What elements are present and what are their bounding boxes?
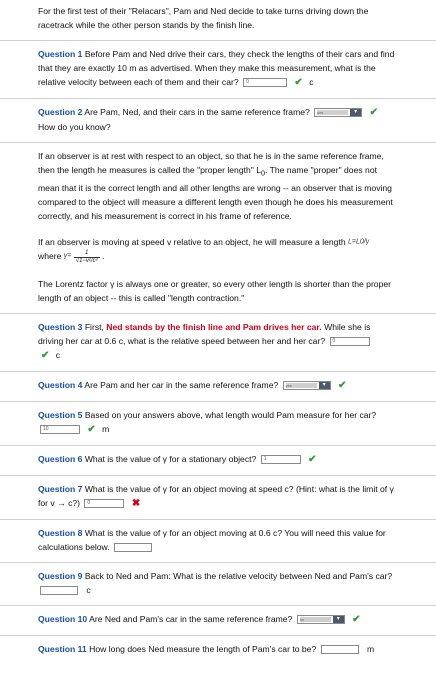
check-icon: ✔ — [41, 349, 50, 361]
question-5-unit: m — [102, 423, 110, 434]
chevron-down-icon: ▾ — [333, 616, 344, 623]
question-6-input[interactable]: 1 — [261, 455, 301, 464]
explanation-subscript: 0 — [261, 169, 265, 178]
question-7-block — [0, 475, 436, 519]
question-4-block — [0, 371, 436, 401]
question-11-input[interactable] — [321, 645, 359, 654]
question-3-block — [0, 313, 436, 371]
question-5-block — [0, 401, 436, 445]
explanation-paragraph-2 — [38, 235, 398, 265]
question-11-unit: m — [367, 643, 375, 654]
question-1-input[interactable]: 0 — [243, 78, 287, 87]
check-icon: ✔ — [369, 107, 378, 118]
question-2-text: Are Pam, Ned, and their cars in the same reference frame? — [84, 107, 310, 117]
question-10-select[interactable] — [297, 615, 345, 624]
question-3-label: Question 3 — [38, 321, 83, 332]
gamma-fraction — [74, 250, 100, 265]
question-3-text: While she is driving her car at 0.6 c, what is the relative speed between her and her car? — [38, 321, 371, 346]
check-icon: ✔ — [87, 423, 96, 435]
formula-tail: . — [101, 251, 105, 262]
question-10-text: Are Ned and Pam's car in the same reference frame? — [89, 613, 293, 624]
question-1-block — [0, 40, 436, 98]
question-8-label: Question 8 — [38, 527, 83, 538]
explanation-paragraph-3 — [38, 277, 398, 305]
question-9-label: Question 9 — [38, 570, 83, 581]
chevron-down-icon: ▾ — [350, 109, 361, 116]
check-icon: ✔ — [338, 379, 347, 391]
question-3-lead: First, — [84, 321, 104, 332]
where-label: where — [38, 251, 62, 262]
question-4-label: Question 4 — [38, 379, 83, 390]
length-formula: L=L0/γ — [348, 238, 370, 246]
question-9-input[interactable] — [40, 586, 78, 595]
question-10-label: Question 10 — [38, 613, 88, 624]
select-value: no — [300, 617, 331, 622]
question-9-text: Back to Ned and Pam: What is the relative velocity between Ned and Pam's car? — [84, 570, 393, 581]
check-icon: ✔ — [308, 453, 317, 465]
question-3-emphasis: Ned stands by the finish line and Pam drives her car. — [106, 321, 322, 332]
question-2-block — [0, 98, 436, 142]
question-8-input[interactable] — [114, 543, 152, 552]
question-6-label: Question 6 — [38, 453, 83, 464]
chevron-down-icon: ▾ — [319, 382, 330, 389]
question-5-label: Question 5 — [38, 409, 83, 420]
question-11-text: How long does Ned measure the length of Pam's car to be? — [89, 643, 317, 654]
question-2-select[interactable] — [314, 108, 362, 117]
question-1-unit: c — [309, 77, 314, 87]
explanation-paragraph-1 — [38, 149, 398, 223]
check-icon: ✔ — [294, 77, 303, 88]
question-3-input[interactable]: 0 — [330, 337, 370, 346]
explanation-block — [0, 142, 436, 313]
question-1-text: Before Pam and Ned drive their cars, they check the lengths of their cars and find that they are exactly 10 m as advertised. When they make this measurement, what is the relative velocity between each of them and their car? — [38, 49, 395, 87]
explanation-text: If an observer is moving at speed v relative to an object, he will measure a length — [38, 236, 346, 247]
check-icon: ✔ — [352, 613, 361, 625]
question-5-input[interactable]: 10 — [40, 425, 80, 434]
question-7-text: What is the value of γ for an object moving at speed c? (Hint: what is the limit of γ for v → c?) — [38, 483, 394, 508]
question-6-text: What is the value of γ for a stationary object? — [84, 453, 257, 464]
question-9-unit: c — [86, 584, 91, 595]
question-8-block — [0, 519, 436, 562]
intro-text: For the first test of their "Relacars", Pam and Ned decide to take turns driving down the racetrack while the other person stands by the finish line. — [38, 6, 369, 30]
question-6-block — [0, 445, 436, 475]
question-11-label: Question 11 — [38, 643, 87, 654]
intro-block — [0, 0, 436, 40]
explanation-text: . The name "proper" does not mean that it is the correct length and all other lengths are wrong -- an observer that is moving compared to the object will measure a different length even though he does his measurement correctly, and his measurement is correct in his frame of reference. — [38, 165, 393, 221]
question-4-select[interactable] — [283, 381, 331, 390]
question-9-block — [0, 562, 436, 605]
question-10-block — [0, 605, 436, 635]
question-2-followup: How do you know? — [38, 122, 111, 132]
question-8-text: What is the value of γ for an object moving at 0.6 c? You will need this value for calculations below. — [38, 527, 386, 552]
select-value: yes — [286, 383, 317, 388]
question-3-unit: c — [55, 349, 61, 360]
question-4-text: Are Pam and her car in the same reference frame? — [84, 379, 279, 390]
gamma-numerator: 1 — [74, 250, 100, 258]
question-1-label: Question 1 — [38, 49, 83, 59]
select-value: yes — [317, 110, 348, 115]
question-7-label: Question 7 — [38, 483, 83, 494]
gamma-lhs: γ= — [63, 253, 72, 261]
question-5-text: Based on your answers above, what length would Pam measure for her car? — [84, 409, 377, 420]
explanation-text: The Lorentz factor γ is always one or greater, so every other length is shorter than the proper length of an object -- this is called "length contraction." — [38, 278, 392, 303]
cross-icon: ✖ — [131, 497, 141, 509]
question-11-block — [0, 635, 436, 664]
gamma-denominator: √1−v²/c² — [75, 257, 98, 264]
explanation-text: If an observer is at rest with respect to an object, so that he is in the same reference frame, then the length he measures is called the "proper length" L — [38, 151, 384, 175]
question-7-input[interactable]: 0 — [84, 499, 124, 508]
question-2-label: Question 2 — [38, 107, 83, 117]
